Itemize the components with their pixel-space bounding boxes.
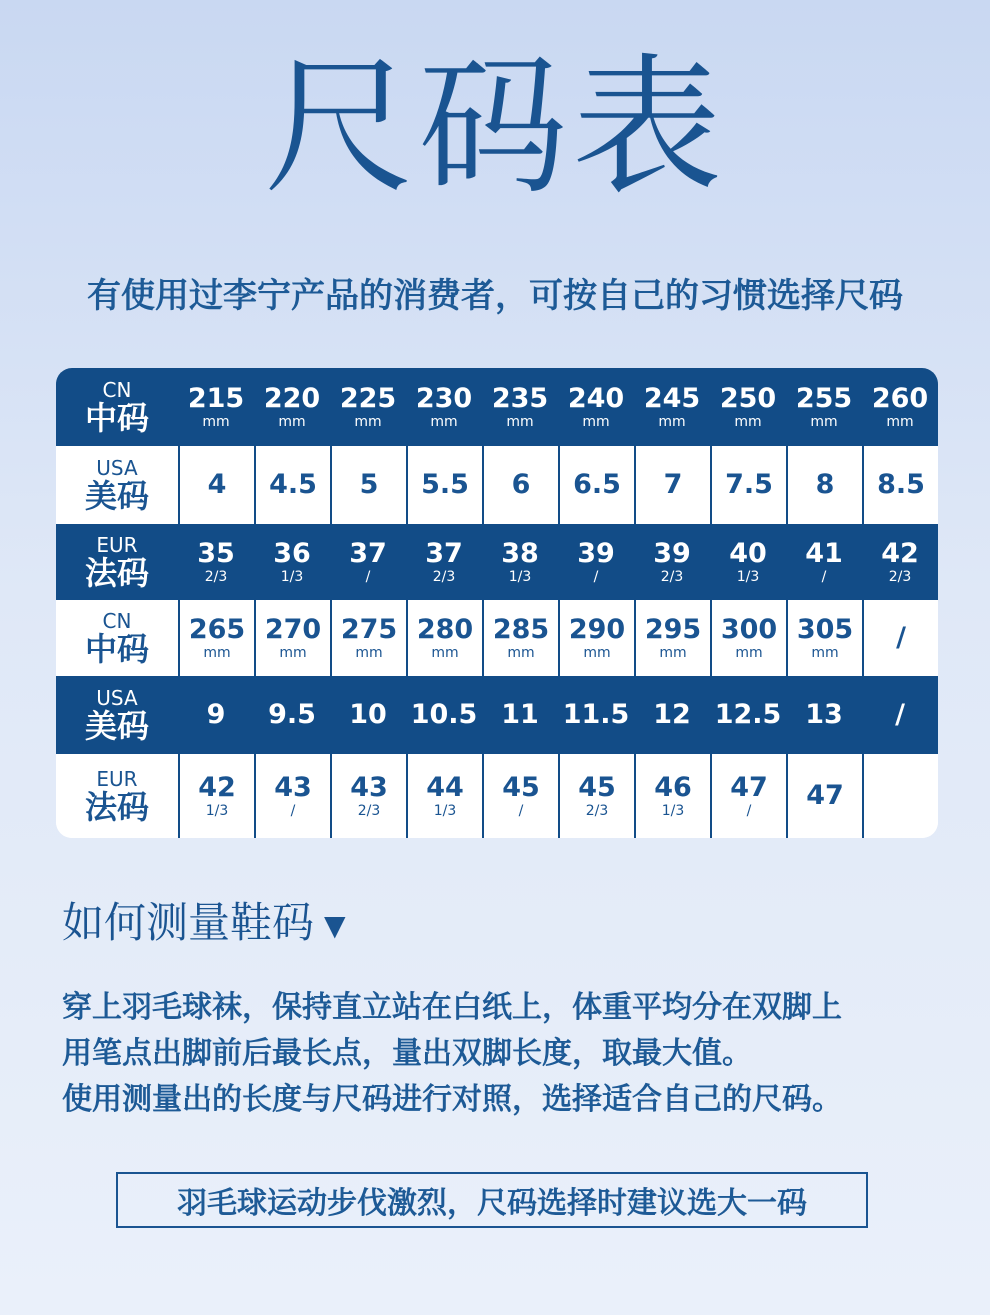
row-header-zh: 法码: [84, 554, 149, 592]
size-subvalue: mm: [506, 414, 534, 430]
row-header-zh: 中码: [84, 630, 149, 668]
size-value: 230: [415, 383, 473, 414]
size-value: 4: [207, 469, 227, 500]
size-cell: [254, 368, 330, 446]
size-subvalue: 2/3: [888, 569, 912, 585]
size-subvalue: mm: [278, 414, 306, 430]
size-subvalue: 1/3: [661, 803, 685, 819]
size-value: 295: [644, 614, 702, 645]
size-subvalue: mm: [279, 645, 307, 661]
size-cell: [482, 446, 558, 524]
size-subvalue: mm: [734, 414, 762, 430]
row-header-zh: 美码: [84, 707, 149, 745]
size-row: [56, 446, 938, 524]
size-value: 41: [805, 538, 843, 569]
size-subvalue: 2/3: [357, 803, 381, 819]
instruction-line: 穿上羽毛球袜，保持直立站在白纸上，体重平均分在双脚上: [62, 990, 842, 1025]
size-value: 39: [577, 538, 615, 569]
measure-instructions: [62, 985, 942, 1123]
row-header-en: CN: [102, 609, 132, 633]
size-value: 13: [805, 699, 843, 730]
size-subvalue: mm: [582, 414, 610, 430]
size-subvalue: 1/3: [736, 569, 760, 585]
size-cell: [406, 368, 482, 446]
size-subvalue: mm: [735, 645, 763, 661]
size-cell: [862, 754, 938, 838]
row-header-en: USA: [96, 686, 138, 710]
size-cell: [710, 676, 786, 754]
size-value: 46: [654, 772, 692, 803]
size-subvalue: mm: [810, 414, 838, 430]
page-title: 尺码表: [263, 41, 726, 215]
size-subvalue: mm: [583, 645, 611, 661]
size-cell: [254, 600, 330, 676]
instruction-line: 使用测量出的长度与尺码进行对照，选择适合自己的尺码。: [62, 1082, 842, 1117]
size-cell: [558, 446, 634, 524]
size-cell: [634, 446, 710, 524]
size-cell: [710, 446, 786, 524]
size-value: 9: [206, 699, 226, 730]
size-value: 245: [643, 383, 701, 414]
row-header-en: EUR: [96, 533, 138, 557]
size-cell: [482, 600, 558, 676]
size-subvalue: mm: [507, 645, 535, 661]
size-value: /: [896, 622, 906, 653]
size-subvalue: mm: [354, 414, 382, 430]
size-value: 45: [578, 772, 616, 803]
size-value: 8: [815, 469, 835, 500]
size-value: 44: [426, 772, 464, 803]
size-cell: [406, 524, 482, 600]
size-subvalue: 1/3: [433, 803, 457, 819]
size-cell: [558, 368, 634, 446]
how-to-measure-heading: [62, 890, 346, 950]
row-header: [56, 524, 178, 600]
size-row: [56, 600, 938, 676]
size-cell: [482, 676, 558, 754]
size-value: 270: [264, 614, 322, 645]
size-value: 45: [502, 772, 540, 803]
size-value: 42: [198, 772, 236, 803]
size-value: 47: [806, 780, 844, 811]
size-value: 225: [339, 383, 397, 414]
size-subvalue: /: [821, 569, 827, 585]
size-value: 285: [492, 614, 550, 645]
size-value: 250: [719, 383, 777, 414]
size-cell: [254, 446, 330, 524]
row-header-en: EUR: [96, 767, 138, 791]
size-cell: [254, 676, 330, 754]
row-header: [56, 368, 178, 446]
size-cell: [710, 368, 786, 446]
how-to-measure-label: 如何测量鞋码: [62, 898, 315, 947]
size-value: 38: [501, 538, 539, 569]
size-subvalue: 1/3: [508, 569, 532, 585]
size-value: 4.5: [269, 469, 317, 500]
size-subvalue: mm: [659, 645, 687, 661]
size-value: 11: [501, 699, 539, 730]
size-cell: [330, 524, 406, 600]
size-value: 5: [359, 469, 379, 500]
size-cell: [634, 676, 710, 754]
size-subvalue: /: [746, 803, 752, 819]
size-value: 10: [349, 699, 387, 730]
size-value: 290: [568, 614, 626, 645]
size-value: 6.5: [573, 469, 621, 500]
size-cell: [786, 368, 862, 446]
size-value: 37: [425, 538, 463, 569]
size-cell: [330, 446, 406, 524]
size-cell: [254, 754, 330, 838]
size-cell: [330, 600, 406, 676]
row-header-zh: 美码: [84, 477, 149, 515]
size-value: 37: [349, 538, 387, 569]
size-value: 43: [350, 772, 388, 803]
size-cell: [482, 754, 558, 838]
size-subvalue: 1/3: [280, 569, 304, 585]
size-cell: [710, 524, 786, 600]
size-value: 220: [263, 383, 321, 414]
size-cell: [178, 754, 254, 838]
size-subvalue: /: [593, 569, 599, 585]
size-subvalue: 2/3: [204, 569, 228, 585]
size-value: 265: [188, 614, 246, 645]
row-header: [56, 600, 178, 676]
row-header: [56, 754, 178, 838]
size-cell: [634, 600, 710, 676]
size-subvalue: /: [290, 803, 296, 819]
size-subvalue: mm: [202, 414, 230, 430]
size-cell: [178, 524, 254, 600]
size-value: 36: [273, 538, 311, 569]
size-cell: [330, 754, 406, 838]
size-cell: [406, 754, 482, 838]
size-subvalue: mm: [811, 645, 839, 661]
size-cell: [558, 600, 634, 676]
size-value: 10.5: [410, 699, 478, 730]
size-subvalue: 1/3: [205, 803, 229, 819]
size-value: 7.5: [725, 469, 773, 500]
size-value: 5.5: [421, 469, 469, 500]
instruction-line: 用笔点出脚前后最长点，量出双脚长度，取最大值。: [62, 1036, 752, 1071]
size-cell: [786, 446, 862, 524]
size-cell: [634, 524, 710, 600]
size-value: 7: [663, 469, 683, 500]
size-cell: [710, 600, 786, 676]
size-cell: [862, 524, 938, 600]
row-header: [56, 676, 178, 754]
size-value: 43: [274, 772, 312, 803]
subtitle: 有使用过李宁产品的消费者，可按自己的习惯选择尺码: [87, 276, 903, 316]
size-cell: [330, 676, 406, 754]
size-subvalue: mm: [430, 414, 458, 430]
size-cell: [786, 524, 862, 600]
row-header-zh: 中码: [84, 399, 149, 437]
size-value: 235: [491, 383, 549, 414]
size-value: 260: [871, 383, 929, 414]
size-cell: [862, 368, 938, 446]
size-subvalue: /: [365, 569, 371, 585]
size-cell: [178, 676, 254, 754]
size-subvalue: mm: [886, 414, 914, 430]
size-value: 215: [187, 383, 245, 414]
size-value: 47: [730, 772, 768, 803]
size-value: 12: [653, 699, 691, 730]
size-cell: [862, 446, 938, 524]
size-value: 11.5: [562, 699, 630, 730]
size-row: [56, 754, 938, 838]
size-value: 8.5: [877, 469, 925, 500]
size-value: 275: [340, 614, 398, 645]
size-value: 42: [881, 538, 919, 569]
size-cell: [254, 524, 330, 600]
row-header-en: USA: [96, 456, 138, 480]
size-cell: [178, 368, 254, 446]
size-value: 255: [795, 383, 853, 414]
size-subvalue: /: [518, 803, 524, 819]
row-header-zh: 法码: [84, 788, 149, 826]
size-subvalue: mm: [431, 645, 459, 661]
size-value: 9.5: [268, 699, 316, 730]
size-cell: [482, 524, 558, 600]
size-subvalue: mm: [355, 645, 383, 661]
size-cell: [862, 600, 938, 676]
size-value: /: [895, 699, 905, 730]
size-value: 35: [197, 538, 235, 569]
size-value: 305: [796, 614, 854, 645]
size-subvalue: mm: [658, 414, 686, 430]
size-value: 240: [567, 383, 625, 414]
size-cell: [786, 676, 862, 754]
size-cell: [710, 754, 786, 838]
size-value: 300: [720, 614, 778, 645]
size-value: 6: [511, 469, 531, 500]
size-advice-note: 羽毛球运动步伐激烈，尺码选择时建议选大一码: [116, 1172, 868, 1228]
size-subvalue: mm: [203, 645, 231, 661]
size-cell: [406, 676, 482, 754]
triangle-down-icon: ▼: [324, 909, 346, 942]
size-row: [56, 524, 938, 600]
size-cell: [482, 368, 558, 446]
size-cell: [178, 600, 254, 676]
size-cell: [634, 368, 710, 446]
size-row: [56, 368, 938, 446]
size-value: 280: [416, 614, 474, 645]
size-cell: [330, 368, 406, 446]
size-subvalue: 2/3: [660, 569, 684, 585]
size-table: [56, 368, 938, 838]
size-value: 40: [729, 538, 767, 569]
size-cell: [406, 446, 482, 524]
size-cell: [558, 754, 634, 838]
size-cell: [558, 676, 634, 754]
size-cell: [634, 754, 710, 838]
size-cell: [862, 676, 938, 754]
size-value: 39: [653, 538, 691, 569]
size-row: [56, 676, 938, 754]
size-cell: [406, 600, 482, 676]
row-header-en: CN: [102, 378, 132, 402]
size-subvalue: 2/3: [432, 569, 456, 585]
size-cell: [786, 600, 862, 676]
size-cell: [786, 754, 862, 838]
size-cell: [558, 524, 634, 600]
size-value: 12.5: [714, 699, 782, 730]
size-cell: [178, 446, 254, 524]
size-subvalue: 2/3: [585, 803, 609, 819]
row-header: [56, 446, 178, 524]
